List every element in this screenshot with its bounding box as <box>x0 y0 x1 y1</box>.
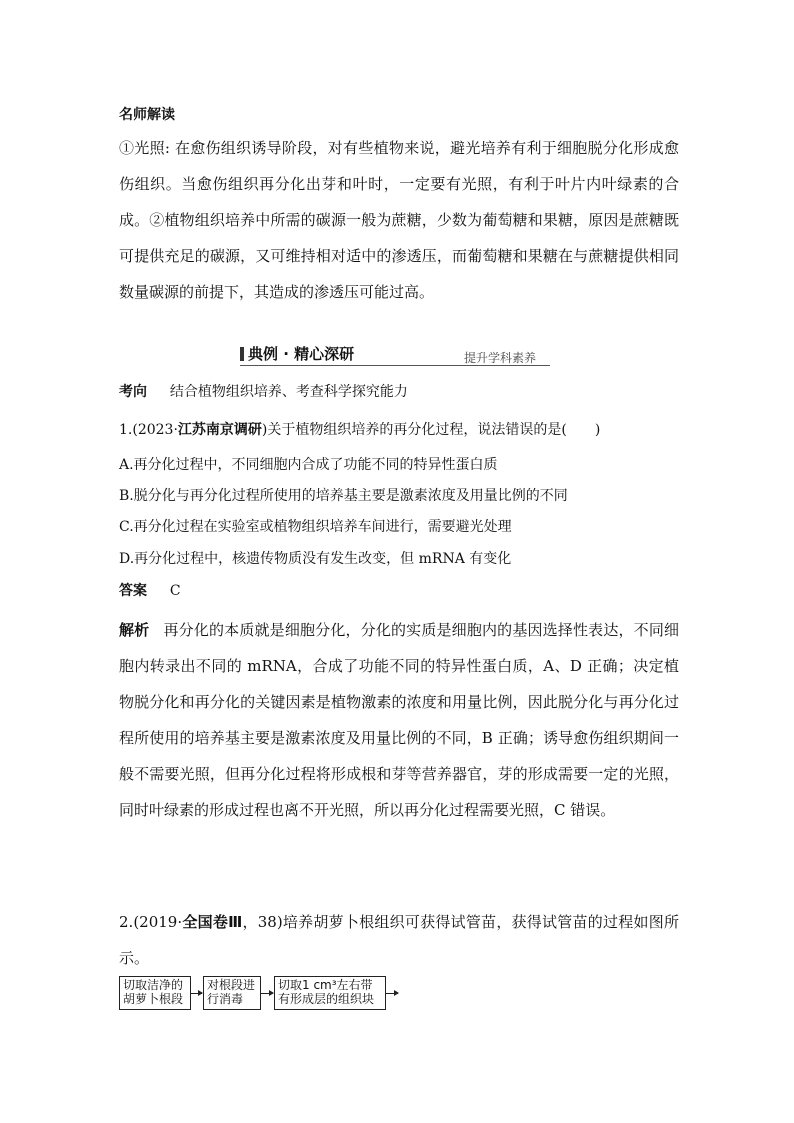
flow-arrow <box>191 993 202 994</box>
answer-label: 答案 <box>119 583 147 599</box>
source-close: ，38) <box>242 913 283 931</box>
question-1-stem <box>119 420 679 440</box>
source-open: (2019· <box>133 913 183 931</box>
flow-arrow <box>261 993 273 994</box>
banner-underline <box>240 365 550 366</box>
question-source: 全国卷Ⅲ <box>182 913 243 931</box>
question-text: 培养胡萝卜根组织可获得试管苗，获得试管苗的过程如图所示。 <box>119 913 679 967</box>
focus-label: 考向 <box>119 384 147 400</box>
answer-value: C <box>169 583 181 599</box>
option-a: A.再分化过程中，不同细胞内合成了功能不同的特异性蛋白质 <box>119 457 498 473</box>
banner-subtitle: 提升学科素养 <box>464 351 537 365</box>
option-d: D.再分化过程中，核遗传物质没有发生改变，但 mRNA 有变化 <box>119 551 512 567</box>
question-source: 江苏南京调研 <box>177 422 262 438</box>
flow-step-2: 对根段进行消毒 <box>203 976 261 1010</box>
source-close: ) <box>261 422 268 438</box>
question-number: 2. <box>119 913 134 931</box>
explanation-text: ①光照: 在愈伤组织诱导阶段，对有些植物来说，避光培养有利于细胞脱分化形成愈伤组织。当愈伤组织再分化出芽和叶时，一定要有光照，有利于叶片内叶绿素的合成。②植物组织培养中所需的碳源一般为蔗糖，少数为葡萄糖和果糖，原因是蔗糖既可提供充足的碳源，又可维持相对适中的渗透压，而葡萄糖和果糖在与蔗糖提供相同数量碳源的前提下，其造成的渗透压可能过高。 <box>119 139 679 301</box>
explanation-heading: 名师解读 <box>119 107 175 123</box>
analysis-block <box>119 612 679 828</box>
source-open: (2023· <box>132 422 178 438</box>
flow-step-1: 切取洁净的胡萝卜根段 <box>119 976 191 1010</box>
flow-arrow <box>386 993 398 994</box>
analysis-text: 再分化的本质就是细胞分化，分化的实质是细胞内的基因选择性表达，不同细胞内转录出不同的 mRNA，合成了功能不同的特异性蛋白质，A、D 正确；决定植物脱分化和再分化的关键因素是植物激素的浓度和用量比例，因此脱分化与再分化过程所使用的培养基主要是激素浓度及用量比例的不同，B 正确；诱导愈伤组织期间一般不需要光照，但再分化过程将形成根和芽等营养器官，芽的形成需要一定的光照，同时叶绿素的形成过程也离不开光照，所以再分化过程需要光照，C 错误。 <box>119 621 679 819</box>
question-2-stem <box>119 904 679 976</box>
flow-step-3: 切取1 cm³左右带有形成层的组织块 <box>274 976 386 1010</box>
question-number: 1. <box>119 422 133 438</box>
focus-text: 结合植物组织培养、考查科学探究能力 <box>169 384 408 400</box>
option-b: B.脱分化与再分化过程所使用的培养基主要是激素浓度及用量比例的不同 <box>119 488 568 504</box>
answer-line <box>119 581 679 601</box>
analysis-label: 解析 <box>119 621 150 639</box>
focus-line <box>119 382 679 402</box>
question-text: 关于植物组织培养的再分化过程，说法错误的是( ) <box>267 422 601 438</box>
option-c: C.再分化过程在实验室或植物组织培养车间进行，需要避光处理 <box>119 519 512 535</box>
banner-marker <box>240 347 244 361</box>
banner-title: 典例 · 精心深研 <box>248 345 355 363</box>
section-banner <box>240 343 550 369</box>
